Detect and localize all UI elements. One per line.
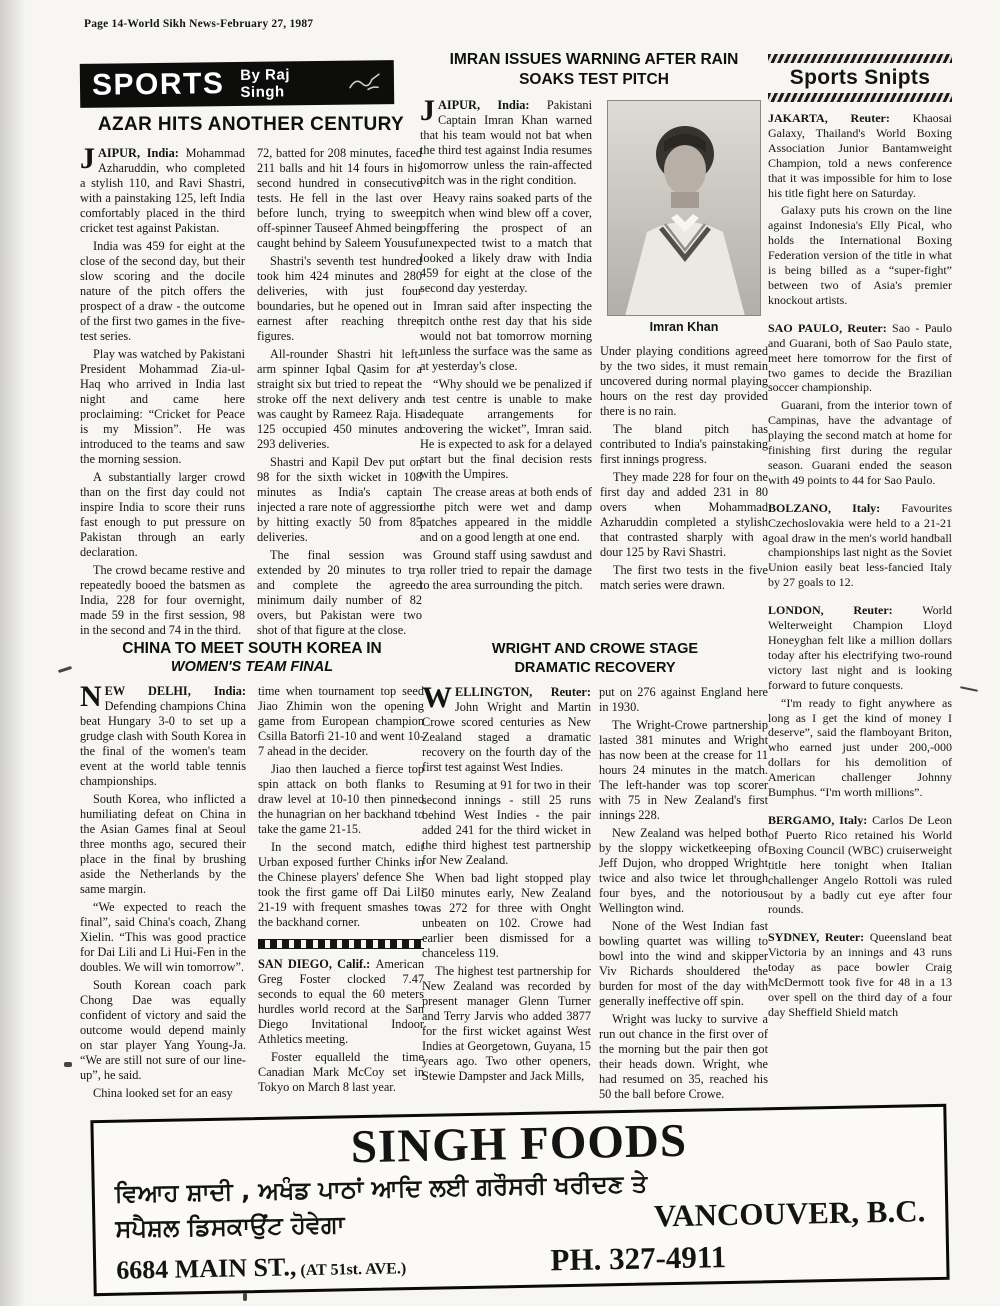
dateline: SYDNEY, Reuter: xyxy=(768,930,870,945)
snipt-bolzano xyxy=(768,501,952,590)
china-column-1 xyxy=(80,684,246,1102)
wright-column-2 xyxy=(599,685,768,1109)
snipt-london xyxy=(768,603,952,800)
snipt-text: Sao - Paulo and Guarani, both of Sao Paulo state, meet here tomorrow for the first of two games to decide the Brazilian soccer championship. xyxy=(768,320,952,395)
ad-title: SINGH FOODS xyxy=(350,1114,688,1174)
page-masthead: Page 14-World Sikh News-February 27, 1987 xyxy=(84,18,314,30)
article-azar-century xyxy=(80,114,422,638)
paragraph xyxy=(80,146,245,236)
snipt-text: Carlos De Leon of Puerto Rico retained his World Boxing Council (WBC) cruiserweight title here tonight when Italian challenger Angelo Rottoli was ruled out by a badly cut eye after four rounds. xyxy=(768,812,952,917)
lead-text: John Wright and Martin Crowe scored centuries as New Zealand staged a dramatic recovery on the fourth day of the first test against West Indies. xyxy=(422,700,591,774)
paragraph: They made 228 for four on the first day and added 231 in 80 overs when Mohammad Azharuddin completed a stylish that contrasted sharply with a dour 125 by Ravi Shastri. xyxy=(600,470,768,559)
decorative-hatch-bar xyxy=(768,93,952,102)
paragraph: The Wright-Crowe partnership lasted 381 minutes and Wright has now been at the crease for 11 hours 24 minutes in the match. The left-hander was top scorer with 75 in New Zealand's first innings 228. xyxy=(599,718,768,822)
paragraph: time when tournament top seed Jiao Zhimin won the opening game from European champion Csilla Batorfi 21-10 and went 10-7 ahead in the decider. xyxy=(258,684,424,758)
article-imran-warning xyxy=(420,50,768,644)
wright-column-1 xyxy=(422,685,591,1109)
pen-scribble-icon xyxy=(348,71,382,93)
ad-punjabi-line2: ਸਪੈਸ਼ਲ ਡਿਸਕਾਉਂਟ ਹੋਵੇਗਾ xyxy=(115,1210,345,1243)
dateline: BERGAMO, Italy: xyxy=(768,812,873,827)
decorative-hatch-bar xyxy=(768,54,952,63)
paragraph: Resuming at 91 for two in their second innings - still 25 runs behind West Indies - the pair added 241 for the third wicket in the third highest test partnership for New Zealand. xyxy=(422,778,591,867)
paragraph: In the second match, edit Urban exposed further Chinks in the Chinese players' defence She took the first game off Dai Lili 21-19 with frequent smashes to the backhand corner. xyxy=(258,840,424,929)
drop-cap: W xyxy=(422,685,452,714)
paragraph: Foster equalleld the time Canadian Mark McCoy set in Tokyo on March 8 last year. xyxy=(258,1050,424,1094)
paragraph: When bad light stopped play 50 minutes early, New Zealand was 272 for three with Onght unbeaten on 102. Crowe had earlier been dismissed for a chanceless 119. xyxy=(422,871,591,960)
san-diego-item xyxy=(258,957,424,1047)
wright-headline xyxy=(422,640,768,678)
paragraph: put on 276 against England here in 1930. xyxy=(599,685,768,714)
paragraph: “Why should we be penalized if a test centre is unable to make adequate arrangements for covering the wicket”, Imran said. He is expected to ask for a delayed start but the final decision rests with the Umpires. xyxy=(420,377,592,481)
lead-text: Mohammad Azharuddin, who completed a stylish 110, and Ravi Shastri, with a painstaking 125, left India comfortably placed in the third cricket test against Pakistan. xyxy=(80,146,245,235)
paragraph: Heavy rains soaked parts of the pitch when wind blew off a cover, offering the prospect of an unexpected twist to a match that looked a likely draw with India 459 for eight at the close of the second day yesterday. xyxy=(420,191,592,295)
dateline: EW DELHI, India: xyxy=(104,684,246,698)
paragraph: Jiao then lauched a fierce top spin attack on both flanks to draw level at 10-10 then pinned the hunagrian on her backhand to take the game 21-15. xyxy=(258,762,424,836)
paragraph: Shastri and Kapil Dev put on 98 for the sixth wicket in 108 minutes as India's captain injected a rare note of aggression by hitting exactly 50 from 85 deliveries. xyxy=(257,455,422,544)
paragraph: “We expected to reach the final”, said China's coach, Zhang Xielin. “This was good practice for Dai Lili and Li Hui-Fen in the doubles. We will win tomorrow”. xyxy=(80,900,246,974)
azar-headline: AZAR HITS ANOTHER CENTURY xyxy=(97,114,405,135)
sports-section-banner xyxy=(80,60,395,108)
paragraph: The crease areas at both ends of the pitch were wet and damp patches appeared in the middle and on a good length at one end. xyxy=(420,485,592,544)
azar-column-2 xyxy=(257,146,422,638)
snipt-text: Guarani, from the interior town of Campinas, have the advantage of playing the second match at home for finishing first during the regular season. Guarani ended the season with 49 points to 44 for Sao Paulo. xyxy=(768,398,952,487)
lead-text: Pakistani Captain Imran Khan warned that his team would not bat when the third test against India resumes tomorrow unless the rain-affected pitch was in the right condition. xyxy=(420,98,592,187)
article-china-korea xyxy=(80,640,424,1102)
paragraph xyxy=(420,98,592,188)
imran-column-2-text xyxy=(600,344,768,644)
snipt-text: Galaxy puts his crown on the line against Indonesia's Elly Pical, who holds the International Boxing Federation version of the title in what is being billed as a “super-fight” between two of Asia's premier knockout artists. xyxy=(768,203,952,307)
scan-artifact xyxy=(243,1293,247,1301)
paragraph: The bland pitch has contributed to India's painstaking first innings progress. xyxy=(600,422,768,466)
snipt-text: Khaosai Galaxy, Thailand's World Boxing Association Junior Bantamweight Champion, told a news conference that it was impossible for him to lose his title fight here on Saturday. xyxy=(768,111,952,200)
lead-text: Defending champions China beat Hungary 3-0 to set up a grudge clash with South Korea in the final of the women's team event at the world table tennis championships. xyxy=(80,699,246,788)
paragraph: South Korean coach park Chong Dae was equally confident of victory and said the outcome would depend mainly on star player Yang Young-Ja. “We are still not sure of our line-up”, he said. xyxy=(80,978,246,1082)
snipt-bergamo xyxy=(768,813,952,917)
paragraph: 72, batted for 208 minutes, faced 211 balls and hit 14 fours in his second hundred in consecutive tests. He fell in the last over before lunch, trying to sweep off-spinner Tauseef Ahmed being caught behind by Saleem Yousuf. xyxy=(257,146,422,250)
photo-caption: Imran Khan xyxy=(649,320,719,334)
dateline: ELLINGTON, Reuter: xyxy=(455,685,591,699)
paragraph xyxy=(80,684,246,789)
snipts-title: Sports Snipts xyxy=(789,66,931,89)
singh-foods-ad xyxy=(90,1104,949,1296)
wright-headline-line2: DRAMATIC RECOVERY xyxy=(514,660,676,676)
snipt-jakarta xyxy=(768,111,952,308)
paragraph xyxy=(422,685,591,775)
paragraph: New Zealand was helped both by the sloppy wicketkeeping of Jeff Dujon, who dropped Wright twice and also twice let through four byes, and the notorious Wellington wind. xyxy=(599,826,768,915)
sports-banner-title: SPORTS xyxy=(91,67,225,102)
paragraph: China looked set for an easy xyxy=(93,1086,233,1100)
dateline: JAKARTA, Reuter: xyxy=(768,111,913,125)
paragraph: Under playing conditions agreed by the two sides, it must remain uncovered during normal playing hours on the rest day provided there is no rain. xyxy=(600,344,768,418)
ad-city: VANCOUVER, B.C. xyxy=(653,1193,926,1234)
drop-cap: N xyxy=(80,684,102,713)
ad-address-note: (AT 51st. AVE.) xyxy=(300,1260,407,1280)
ad-punjabi-line1: ਵਿਆਹ ਸ਼ਾਦੀ , ਅਖੰਡ ਪਾਠਾਂ ਆਦਿ ਲਈ ਗਰੌਸਰੀ ਖਰੀਦਣ ਤੇ xyxy=(114,1169,648,1208)
china-column-2 xyxy=(258,684,424,1102)
drop-cap: J xyxy=(420,98,435,127)
imran-column-1 xyxy=(420,98,592,644)
paragraph: The final session was extended by 20 minutes to try and complete the agreed minimum daily number of 82 overs, but Pakistan were two shot of that figure at the close. xyxy=(257,548,422,637)
paragraph: Wright was lucky to survive a run out chance in the first over of the morning but the pair then got their heads down. Wright, whe had resumed on 35, reached his 50 the ball before Crowe. xyxy=(599,1012,768,1101)
azar-column-1 xyxy=(80,146,245,638)
snipt-text: Favourites Czechoslovakia were held to a 21-21 goal draw in the men's world handball championships last night as the Soviet Union easily beat less-fancied Italy by 27 goals to 12. xyxy=(768,500,952,590)
china-headline-line2: WOMEN'S TEAM FINAL xyxy=(170,659,334,675)
sports-banner-byline: By Raj Singh xyxy=(240,66,291,101)
paragraph: South Korea, who inflicted a humiliating defeat on China in the Asian Games final at Seoul three months ago, secured their place in the final by brushing aside the Netherlands by the same margin. xyxy=(80,792,246,896)
ad-address: 6684 MAIN ST., xyxy=(115,1252,297,1285)
paragraph: Imran said after inspecting the pitch onthe rest day that his side would not bat tomorrow morning unless the surface was the same as at yesterday's close. xyxy=(420,299,592,373)
paragraph: Ground staff using sawdust and a roller tried to repair the damage to the area surrounding the pitch. xyxy=(420,548,592,592)
dateline: AIPUR, India: xyxy=(438,98,547,112)
dateline: SAN DIEGO, Calif.: xyxy=(258,957,376,971)
paragraph: None of the West Indian fast bowling quartet was willing to bowl into the wind and skipper Viv Richards shouldered the burden for most of the day with generally ineffective off spin. xyxy=(599,919,768,1008)
scan-artifact xyxy=(58,666,72,673)
wright-headline-line1: WRIGHT AND CROWE STAGE xyxy=(491,641,699,657)
dateline: BOLZANO, Italy: xyxy=(768,500,902,515)
imran-column-2 xyxy=(600,98,768,644)
snipt-text: World Welterweight Champion Lloyd Honeyghan felt like a million dollars today after his electrifying two-round victory last night and is looking forward to future conquests. xyxy=(768,603,952,692)
imran-headline-line1: IMRAN ISSUES WARNING AFTER RAIN xyxy=(449,51,739,68)
paragraph: The crowd became restive and repeatedly booed the batsmen as India, 228 for four overnight, made 59 in the first session, 98 in the second and 74 in the third. xyxy=(80,563,245,637)
imran-khan-photo xyxy=(607,100,761,316)
dateline: LONDON, Reuter: xyxy=(768,603,923,618)
imran-headline-line2: SOAKS TEST PITCH xyxy=(519,71,669,88)
snipt-text: Queensland beat Victoria by an innings and 43 runs today as pace bowler Craig McDermott took five for 48 in a 13 over spell on the third day of a four day Sheffield Shield match xyxy=(768,930,952,1019)
dateline: AIPUR, India: xyxy=(98,146,186,160)
article-wright-crowe xyxy=(422,640,768,1109)
dateline: SAO PAULO, Reuter: xyxy=(768,320,893,335)
china-headline-line1: CHINA TO MEET SOUTH KOREA IN xyxy=(122,640,382,657)
scan-artifact xyxy=(960,686,978,692)
sports-snipts-column xyxy=(768,54,952,1033)
snipt-sydney xyxy=(768,930,952,1019)
paragraph: Shastri's seventh test hundred took him 424 minutes and 280 deliveries, with just four boundaries, but he opened out in earnest after reaching three figures. xyxy=(257,254,422,343)
paragraph: All-rounder Shastri hit left-arm spinner Iqbal Qasim for a straight six but tried to repeat the stroke off the next delivery and was caught by Rameez Raja. His 125 occupied 450 minutes and 293 deliveries. xyxy=(257,347,422,451)
paragraph: India was 459 for eight at the close of the second day, but their slow scoring and the docile nature of the pitch offers the prospect of a draw - the outcome of the first two games in the five-test series. xyxy=(80,239,245,343)
snipt-sao-paulo xyxy=(768,321,952,488)
paragraph: The highest test partnership for New Zealand was recorded by present manager Glenn Turner and Terry Jarvis who added 3877 for the first wicket against West Indies at Georgetown, Guyana, 15 years ago. Two other openers, Stewie Dampster and Jack Mills, xyxy=(422,964,591,1083)
ad-phone: PH. 327-4911 xyxy=(550,1239,727,1278)
paragraph: A substantially larger crowd than on the first day could not inspire India to score their runs fast enough to put pressure on Pakistan through an early declaration. xyxy=(80,470,245,559)
paragraph: The first two tests in the five match series were drawn. xyxy=(600,563,768,592)
snipt-text: American Greg Foster clocked 7.47 seconds to equal the 60 meters hurdles world record at the San Diego Invitational Indoor Athletics meeting. xyxy=(258,957,424,1046)
imran-headline xyxy=(420,50,768,90)
paragraph: Play was watched by Pakistani President Mohammad Zia-ul-Haq who arrived in India last night and came here proclaiming: “Cricket for Peace is my Mission”. He was introduced to the teams and saw the morning session. xyxy=(80,347,245,466)
chain-divider xyxy=(258,939,424,949)
scan-artifact xyxy=(64,1062,72,1067)
drop-cap: J xyxy=(80,146,95,175)
snipt-text: “I'm ready to fight anywhere as long as I get the kind of money I deserve”, said the flamboyant Briton, who earned just under 200,-000 dollars for his demolition of American challenger Johnny Bumphus. “I'm worth millions”. xyxy=(768,695,952,800)
